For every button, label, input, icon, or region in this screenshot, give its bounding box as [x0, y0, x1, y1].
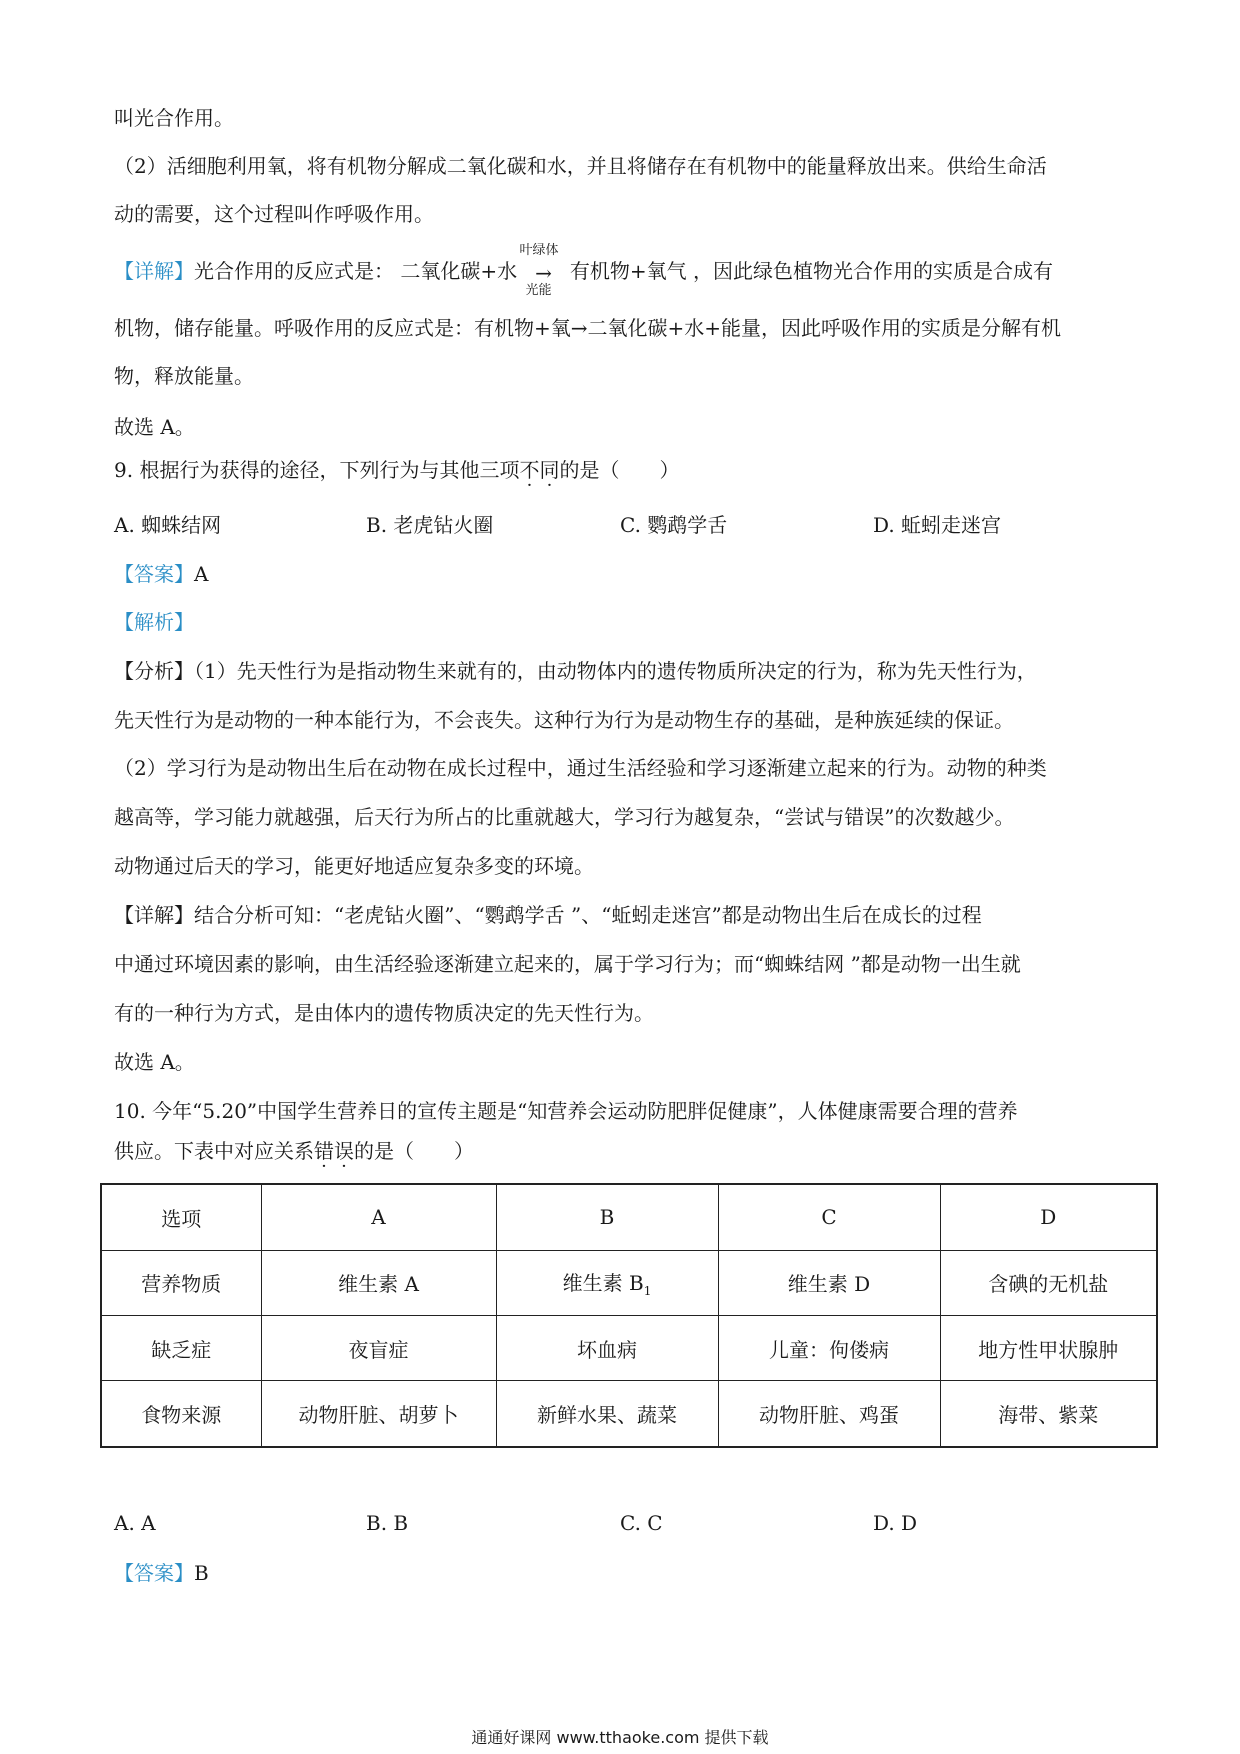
q8-detail-line-2: 机物，储存能量。呼吸作用的反应式是：有机物+氧→二氧化碳+水+能量，因此呼吸作用的实质是分解有机	[114, 316, 1062, 340]
q10-stem-tail: 的是（ ）	[354, 1139, 474, 1163]
q9-fenxi-line-1	[114, 656, 1037, 686]
q10-answer	[114, 1558, 209, 1588]
q10-stem-line-1: 10. 今年“5.20”中国学生营养日的宣传主题是“知营养会运动防肥胖促健康”，人体健康需要合理的营养	[114, 1099, 1018, 1123]
q10-answer-value: B	[194, 1561, 209, 1585]
q10-emphasis-1: 错	[314, 1139, 334, 1163]
nutrition-table	[100, 1183, 1158, 1448]
q10-option-b: B. B	[366, 1511, 409, 1535]
q8-detail-line-1	[114, 242, 1053, 298]
table-row	[101, 1315, 1157, 1380]
q10-emphasis-2: 误	[334, 1139, 354, 1163]
q9-detail-text-1: 结合分析可知：“老虎钻火圈”、“鹦鹉学舌 ”、“蚯蚓走迷宫”都是动物出生后在成长的过程	[194, 903, 982, 927]
vitamin-b-text: 维生素 B	[562, 1271, 644, 1296]
table-cell: 营养物质	[101, 1250, 261, 1315]
table-cell: 食物来源	[101, 1381, 261, 1447]
table-cell: 坏血病	[496, 1315, 718, 1380]
q9-fenxi-line-3: （2）学习行为是动物出生后在动物在成长过程中，通过生活经验和学习逐渐建立起来的行为。动物的种类	[114, 756, 1047, 780]
answer-label: 【答案】	[114, 562, 194, 586]
q10-answer-label: 【答案】	[114, 1561, 194, 1585]
table-cell: D	[940, 1184, 1157, 1250]
table-row	[101, 1250, 1157, 1315]
q9-answer	[114, 559, 208, 589]
q9-emphasis-1: 不	[519, 458, 540, 482]
q10-option-c: C. C	[620, 1511, 663, 1535]
q9-detail-label: 【详解】	[114, 903, 194, 927]
q8-conclusion: 故选 A。	[114, 415, 195, 439]
q9-fenxi-line-5: 动物通过后天的学习，能更好地适应复杂多变的环境。	[114, 854, 594, 878]
table-cell: 缺乏症	[101, 1315, 261, 1380]
answer-value: A	[194, 562, 209, 586]
intro-line-2: （2）活细胞利用氧，将有机物分解成二氧化碳和水，并且将储存在有机物中的能量释放出来。供给生命活	[114, 154, 1047, 178]
q9-detail-line-1	[114, 900, 982, 930]
table-cell: 新鲜水果、蔬菜	[496, 1381, 718, 1447]
q9-detail-line-2: 中通过环境因素的影响，由生活经验逐渐建立起来的，属于学习行为；而“蜘蛛结网 ”都是动物一出生就	[114, 952, 1021, 976]
fenxi-label: 【分析】	[114, 659, 194, 683]
table-cell: B	[496, 1184, 718, 1250]
q9-option-a: A. 蜘蛛结网	[114, 513, 222, 537]
table-row	[101, 1381, 1157, 1447]
table-cell: C	[718, 1184, 940, 1250]
page-footer: 通通好课网 www.tthaoke.com 提供下载	[471, 1728, 769, 1747]
q10-stem-text: 供应。下表中对应关系	[114, 1139, 314, 1163]
table-cell: 选项	[101, 1184, 261, 1250]
intro-line-3: 动的需要，这个过程叫作呼吸作用。	[114, 202, 434, 226]
table-cell: 维生素 A	[261, 1250, 496, 1315]
q9-fenxi-line-4: 越高等，学习能力就越强，后天行为所占的比重就越大，学习行为越复杂，“尝试与错误”的次数越少。	[114, 805, 1015, 829]
table-cell: 动物肝脏、胡萝卜	[261, 1381, 496, 1447]
q9-conclusion: 故选 A。	[114, 1050, 195, 1074]
q10-option-a: A. A	[114, 1511, 156, 1535]
q9-fenxi-line-2: 先天性行为是动物的一种本能行为，不会丧失。这种行为行为是动物生存的基础，是种族延续的保证。	[114, 708, 1014, 732]
q9-option-b: B. 老虎钻火圈	[366, 513, 494, 537]
q9-detail-line-3: 有的一种行为方式，是由体内的遗传物质决定的先天性行为。	[114, 1001, 654, 1025]
q9-stem-text: 9. 根据行为获得的途径，下列行为与其他三项	[114, 458, 520, 482]
table-cell: 儿童：佝偻病	[718, 1315, 940, 1380]
table-cell: A	[261, 1184, 496, 1250]
q9-option-d: D. 蚯蚓走迷宫	[873, 513, 1002, 537]
q9-analysis-label: 【解析】	[114, 610, 194, 634]
arrow-icon: →	[535, 260, 552, 285]
q8-detail-line-3: 物，释放能量。	[114, 364, 254, 388]
q9-stem-tail: 的是（ ）	[559, 458, 680, 482]
arrow-condition-bottom: 光能	[525, 282, 552, 298]
q9-emphasis-2: 同	[539, 458, 560, 482]
q9-option-c: C. 鹦鹉学舌	[620, 513, 728, 537]
table-cell: 动物肝脏、鸡蛋	[718, 1381, 940, 1447]
table-cell: 海带、紫菜	[940, 1381, 1157, 1447]
formula-after: 有机物+氧气 ，因此绿色植物光合作用的实质是合成有	[569, 259, 1053, 283]
table-row	[101, 1184, 1157, 1250]
table-cell: 地方性甲状腺肿	[940, 1315, 1157, 1380]
table-cell: 维生素 D	[718, 1250, 940, 1315]
q9-stem	[114, 455, 679, 485]
table-cell: 含碘的无机盐	[940, 1250, 1157, 1315]
q10-stem-line-2	[114, 1136, 474, 1166]
detail-label: 【详解】	[114, 259, 194, 283]
vitamin-b-subscript: 1	[643, 1284, 652, 1299]
intro-line-1: 叫光合作用。	[114, 106, 234, 130]
table-cell	[496, 1250, 718, 1315]
arrow-condition-top: 叶绿体	[519, 242, 559, 258]
table-cell: 夜盲症	[261, 1315, 496, 1380]
fenxi-text-1: （1）先天性行为是指动物生来就有的，由动物体内的遗传物质所决定的行为，称为先天性行为，	[194, 659, 1037, 683]
reaction-arrow	[519, 242, 563, 298]
q10-option-d: D. D	[873, 1511, 918, 1535]
formula-before: 光合作用的反应式是： 二氧化碳+水	[194, 259, 518, 283]
